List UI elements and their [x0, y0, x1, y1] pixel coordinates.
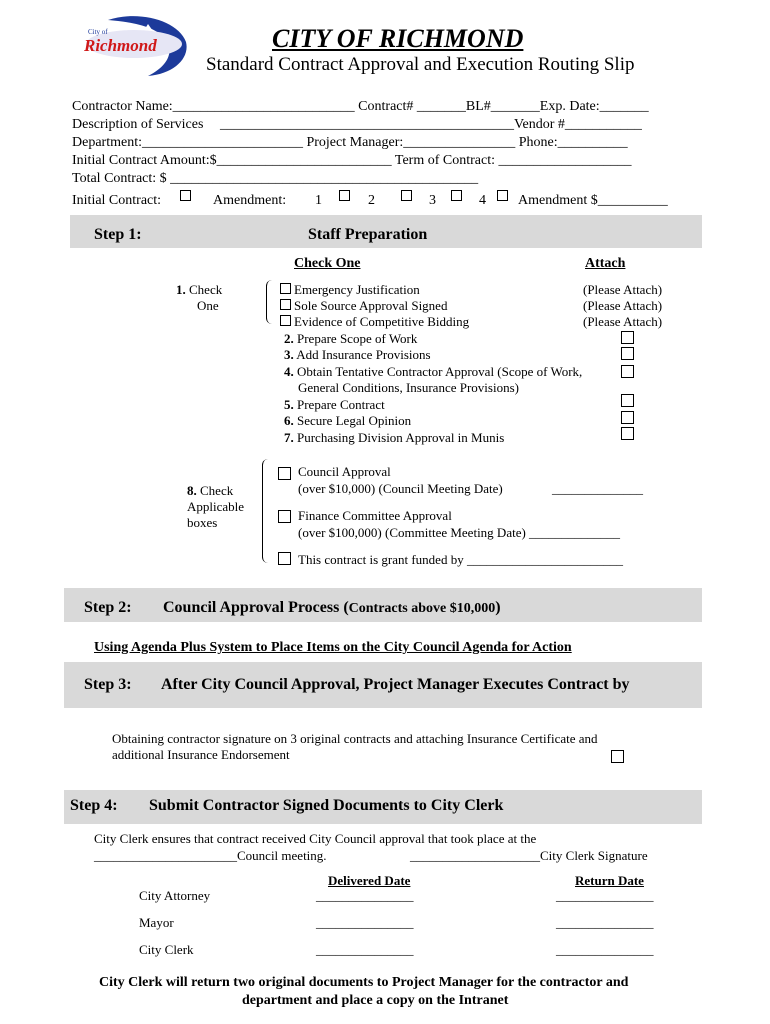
finance-committee-detail[interactable]: (over $100,000) (Committee Meeting Date) ______________	[298, 525, 621, 540]
council-approval-title: Council Approval	[298, 464, 391, 479]
option-emergency: Emergency Justification	[294, 282, 420, 297]
logo-small-text: City of	[88, 28, 108, 36]
item-5	[284, 397, 385, 413]
item-6-checkbox[interactable]	[621, 411, 634, 424]
council-meeting-date-line[interactable]: ______________	[552, 481, 643, 496]
return-date-header: Return Date	[575, 873, 644, 888]
finance-committee-checkbox[interactable]	[278, 510, 291, 523]
amendment-amount-line[interactable]: Amendment $__________	[518, 193, 668, 208]
item8-number: 8.	[187, 483, 197, 498]
city-attorney-delivered[interactable]: _______________	[316, 888, 414, 903]
finance-committee-title: Finance Committee Approval	[298, 508, 452, 523]
item-7-text: Purchasing Division Approval in Munis	[293, 430, 505, 445]
row-city-clerk: City Clerk	[139, 942, 194, 957]
row-mayor: Mayor	[139, 915, 174, 930]
item-4-continued: General Conditions, Insurance Provisions)	[298, 380, 519, 395]
city-clerk-delivered[interactable]: _______________	[316, 942, 414, 957]
page-title: CITY OF RICHMOND	[272, 24, 524, 53]
amendment-1-checkbox[interactable]	[339, 190, 350, 201]
row-city-attorney: City Attorney	[139, 888, 211, 903]
step2-title-main: Council Approval Process (	[163, 599, 349, 616]
total-contract-line[interactable]: Total Contract: $ ____________________________________________	[72, 171, 479, 186]
item8-text-a: Check	[200, 483, 234, 498]
item8-text-b: Applicable	[187, 499, 245, 514]
grant-funded-line[interactable]: This contract is grant funded by ________________________	[298, 552, 623, 567]
step3-text-b: additional Insurance Endorsement	[112, 747, 290, 762]
initial-contract-checkbox[interactable]	[180, 190, 191, 201]
step1-label: Step 1:	[94, 226, 142, 243]
amendment-3-checkbox[interactable]	[451, 190, 462, 201]
grant-funded-checkbox[interactable]	[278, 552, 291, 565]
step1-title: Staff Preparation	[308, 226, 428, 243]
initial-amount-line[interactable]: Initial Contract Amount:$_________________________ Term of Contract: ___________________	[72, 153, 632, 168]
step3-text-a: Obtaining contractor signature on 3 original contracts and attaching Insurance Certificate and	[112, 731, 598, 746]
amendment-4-checkbox[interactable]	[497, 190, 508, 201]
step3-label: Step 3:	[84, 676, 132, 693]
item-2-text: Prepare Scope of Work	[293, 331, 418, 346]
amendment-3-label: 3	[429, 193, 436, 208]
option-sole-source: Sole Source Approval Signed	[294, 298, 448, 313]
description-label: Description of Services	[72, 117, 204, 132]
step2-title	[163, 599, 501, 617]
item-2	[284, 331, 417, 347]
item8-text-c: boxes	[187, 515, 218, 530]
department-line[interactable]: Department:_______________________ Project Manager:________________ Phone:__________	[72, 135, 628, 150]
item1-text-a: Check	[189, 282, 223, 297]
step2-title-end: )	[495, 599, 501, 616]
attach-header: Attach	[585, 256, 626, 271]
item-5-checkbox[interactable]	[621, 394, 634, 407]
item-6-text: Secure Legal Opinion	[293, 413, 412, 428]
council-approval-checkbox[interactable]	[278, 467, 291, 480]
item-6	[284, 413, 411, 429]
option-emergency-checkbox[interactable]	[280, 283, 291, 294]
item1-label	[176, 282, 222, 298]
item-3-text: Add Insurance Provisions	[293, 347, 431, 362]
council-meeting-line[interactable]: ______________________Council meeting.	[94, 848, 327, 863]
city-logo	[78, 14, 190, 78]
amendment-1-label: 1	[315, 193, 322, 208]
description-line[interactable]: __________________________________________Vendor #___________	[220, 117, 642, 132]
item-5-text: Prepare Contract	[293, 397, 385, 412]
item-4-checkbox[interactable]	[621, 365, 634, 378]
attach-note-2: (Please Attach)	[583, 298, 663, 313]
item-3	[284, 347, 431, 363]
item-4-number: 4.	[284, 364, 294, 379]
contractor-line[interactable]: Contractor Name:__________________________ Contract# _______BL#_______Exp. Date:_______	[72, 99, 649, 114]
city-clerk-return[interactable]: _______________	[556, 942, 654, 957]
check-one-header: Check One	[294, 256, 361, 271]
step4-text-a: City Clerk ensures that contract received City Council approval that took place at the	[94, 831, 537, 846]
city-clerk-signature-line[interactable]: ____________________City Clerk Signature	[410, 848, 648, 863]
item-2-number: 2.	[284, 331, 294, 346]
item8-label	[187, 483, 233, 499]
option-bidding-checkbox[interactable]	[280, 315, 291, 326]
amendment-2-checkbox[interactable]	[401, 190, 412, 201]
item-7-checkbox[interactable]	[621, 427, 634, 440]
council-approval-detail: (over $10,000) (Council Meeting Date)	[298, 481, 503, 496]
item-6-number: 6.	[284, 413, 294, 428]
item-3-checkbox[interactable]	[621, 347, 634, 360]
item-5-number: 5.	[284, 397, 294, 412]
amendment-2-label: 2	[368, 193, 375, 208]
applicable-brace	[262, 459, 271, 563]
attach-note-1: (Please Attach)	[583, 282, 663, 297]
initial-contract-label: Initial Contract:	[72, 193, 162, 208]
step3-title: After City Council Approval, Project Manager Executes Contract by	[161, 676, 630, 693]
item1-text-b: One	[197, 298, 219, 313]
check-one-brace	[266, 280, 273, 324]
step2-label: Step 2:	[84, 599, 132, 616]
option-sole-source-checkbox[interactable]	[280, 299, 291, 310]
footer-line-2: department and place a copy on the Intranet	[242, 993, 509, 1008]
agenda-plus-instruction: Using Agenda Plus System to Place Items on the City Council Agenda for Action	[94, 640, 572, 655]
item-4-text: Obtain Tentative Contractor Approval (Scope of Work,	[293, 364, 583, 379]
item1-number: 1.	[176, 282, 186, 297]
amendment-4-label: 4	[479, 193, 486, 208]
item-7-number: 7.	[284, 430, 294, 445]
delivered-date-header: Delivered Date	[328, 873, 411, 888]
item-4	[284, 364, 582, 380]
amendment-label: Amendment:	[213, 193, 287, 208]
attach-note-3: (Please Attach)	[583, 314, 663, 329]
item-2-checkbox[interactable]	[621, 331, 634, 344]
city-attorney-return[interactable]: _______________	[556, 888, 654, 903]
logo-text: Richmond	[84, 36, 157, 55]
step4-label: Step 4:	[70, 797, 118, 814]
page-subtitle: Standard Contract Approval and Execution Routing Slip	[206, 54, 635, 75]
item-7	[284, 430, 504, 446]
insurance-checkbox[interactable]	[611, 750, 624, 763]
item-3-number: 3.	[284, 347, 294, 362]
step4-title: Submit Contractor Signed Documents to City Clerk	[149, 797, 504, 814]
footer-line-1: City Clerk will return two original documents to Project Manager for the contractor and	[99, 975, 629, 990]
step2-title-note: Contracts above $10,000	[348, 601, 496, 616]
option-bidding: Evidence of Competitive Bidding	[294, 314, 470, 329]
mayor-return[interactable]: _______________	[556, 915, 654, 930]
mayor-delivered[interactable]: _______________	[316, 915, 414, 930]
